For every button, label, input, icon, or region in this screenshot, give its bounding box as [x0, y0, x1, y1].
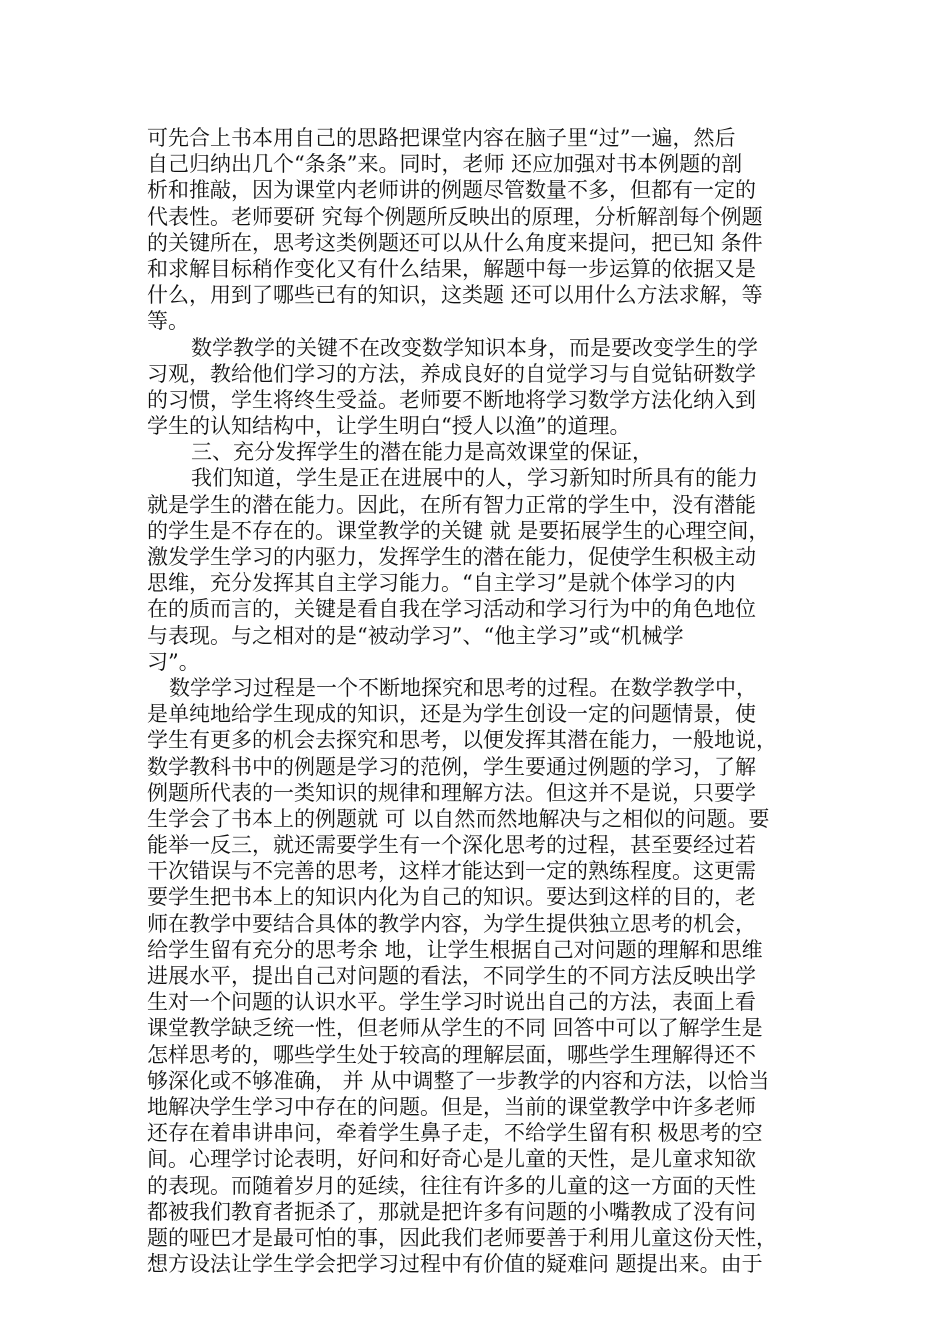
text-line: 的关键所在，思考这类例题还可以从什么角度来提问，把已知 条件 — [147, 230, 763, 255]
text-line: 学生的认知结构中，让学生明白“授人以渔”的道理。 — [147, 414, 631, 439]
text-line: 和求解目标稍作变化又有什么结果，解题中每一步运算的依据又是 — [147, 256, 756, 281]
text-line: 生对一个问题的认识水平。学生学习时说出自己的方法，表面上看 — [147, 990, 756, 1015]
text-line: 三、充分发挥学生的潜在能力是高效课堂的保证， — [191, 440, 653, 465]
text-line: 间。心理学讨论表明，好问和好奇心是儿童的天性，是儿童求知欲 — [147, 1147, 756, 1172]
text-line: 代表性。老师要研 究每个例题所反映出的原理，分析解剖每个例题 — [147, 204, 763, 229]
text-line: 要学生把书本上的知识内化为自己的知识。要达到这样的目的，老 — [147, 885, 756, 910]
text-line: 数学学习过程是一个不断地探究和思考的过程。在数学教学中， — [169, 675, 757, 700]
text-line: 是单纯地给学生现成的知识，还是为学生创设一定的问题情景，使 — [147, 702, 756, 727]
text-line: 自己归纳出几个“条条”来。同时，老师 还应加强对书本例题的剖 — [147, 152, 743, 177]
text-line: 地解决学生学习中存在的问题。但是，当前的课堂教学中许多老师 — [147, 1094, 756, 1119]
text-line: 在的质而言的，关键是看自我在学习活动和学习行为中的角色地位 — [147, 597, 756, 622]
text-line: 的表现。而随着岁月的延续，往往有许多的儿童的这一方面的天性 — [147, 1173, 756, 1198]
text-line: 习观，教给他们学习的方法，养成良好的自觉学习与自觉钻研数学 — [147, 361, 756, 386]
text-line: 就是学生的潜在能力。因此，在所有智力正常的学生中，没有潜能 — [147, 492, 756, 517]
text-line: 干次错误与不完善的思考，这样才能达到一定的熟练程度。这更需 — [147, 859, 756, 884]
text-line: 思维，充分发挥其自主学习能力。“自主学习”是就个体学习的内 — [147, 571, 736, 596]
text-line: 学生有更多的机会去探究和思考，以便发挥其潜在能力，一般地说， — [147, 728, 777, 753]
text-line: 怎样思考的，哪些学生处于较高的理解层面，哪些学生理解得还不 — [147, 1042, 756, 1067]
text-line: 析和推敲，因为课堂内老师讲的例题尽管数量不多，但都有一定的 — [147, 178, 756, 203]
text-line: 数学教学的关键不在改变数学知识本身，而是要改变学生的学 — [191, 335, 758, 360]
text-line: 例题所代表的一类知识的规律和理解方法。但这并不是说，只要学 — [147, 780, 756, 805]
text-line: 激发学生学习的内驱力，发挥学生的潜在能力，促使学生积极主动 — [147, 545, 756, 569]
text-line: 的习惯，学生将终生受益。老师要不断地将学习数学方法化纳入到 — [147, 387, 756, 412]
text-line: 可先合上书本用自己的思路把课堂内容在脑子里“过”一遍，然后 — [147, 126, 736, 150]
body-text — [147, 125, 817, 1277]
text-line: 够深化或不够准确， 并 从中调整了一步教学的内容和方法，以恰当 — [147, 1068, 770, 1093]
text-line: 课堂教学缺乏统一性，但老师从学生的不同 回答中可以了解学生是 — [147, 1016, 763, 1041]
text-line: 等。 — [147, 309, 189, 334]
text-line: 师在教学中要结合具体的教学内容，为学生提供独立思考的机会， — [147, 911, 756, 936]
text-line: 题的哑巴才是最可怕的事，因此我们老师要善于利用儿童这份天性， — [147, 1225, 777, 1250]
text-line: 生学会了书本上的例题就 可 以自然而然地解决与之相似的问题。要 — [147, 806, 770, 831]
text-line: 进展水平，提出自己对问题的看法，不同学生的不同方法反映出学 — [147, 964, 756, 988]
text-line: 习”。 — [147, 649, 200, 674]
text-line: 什么，用到了哪些已有的知识，这类题 还可以用什么方法求解，等 — [147, 283, 763, 308]
text-line: 能举一反三，就还需要学生有一个深化思考的过程，甚至要经过若 — [147, 833, 756, 858]
text-line: 的学生是不存在的。课堂教学的关键 就 是要拓展学生的心理空间， — [147, 518, 770, 543]
text-line: 与表现。与之相对的是“被动学习”、“他主学习”或“机械学 — [147, 623, 684, 648]
text-line: 给学生留有充分的思考余 地，让学生根据自己对问题的理解和思维 — [147, 937, 763, 962]
text-line: 还存在着串讲串问，牵着学生鼻子走，不给学生留有积 极思考的空 — [147, 1121, 763, 1146]
text-line: 想方设法让学生学会把学习过程中有价值的疑难问 题提出来。由于 — [147, 1252, 763, 1277]
text-line: 数学教科书中的例题是学习的范例，学生要通过例题的学习，了解 — [147, 754, 756, 779]
text-line: 我们知道，学生是正在进展中的人，学习新知时所具有的能力 — [191, 466, 758, 491]
text-line: 都被我们教育者扼杀了，那就是把许多有问题的小嘴教成了没有问 — [147, 1199, 756, 1224]
